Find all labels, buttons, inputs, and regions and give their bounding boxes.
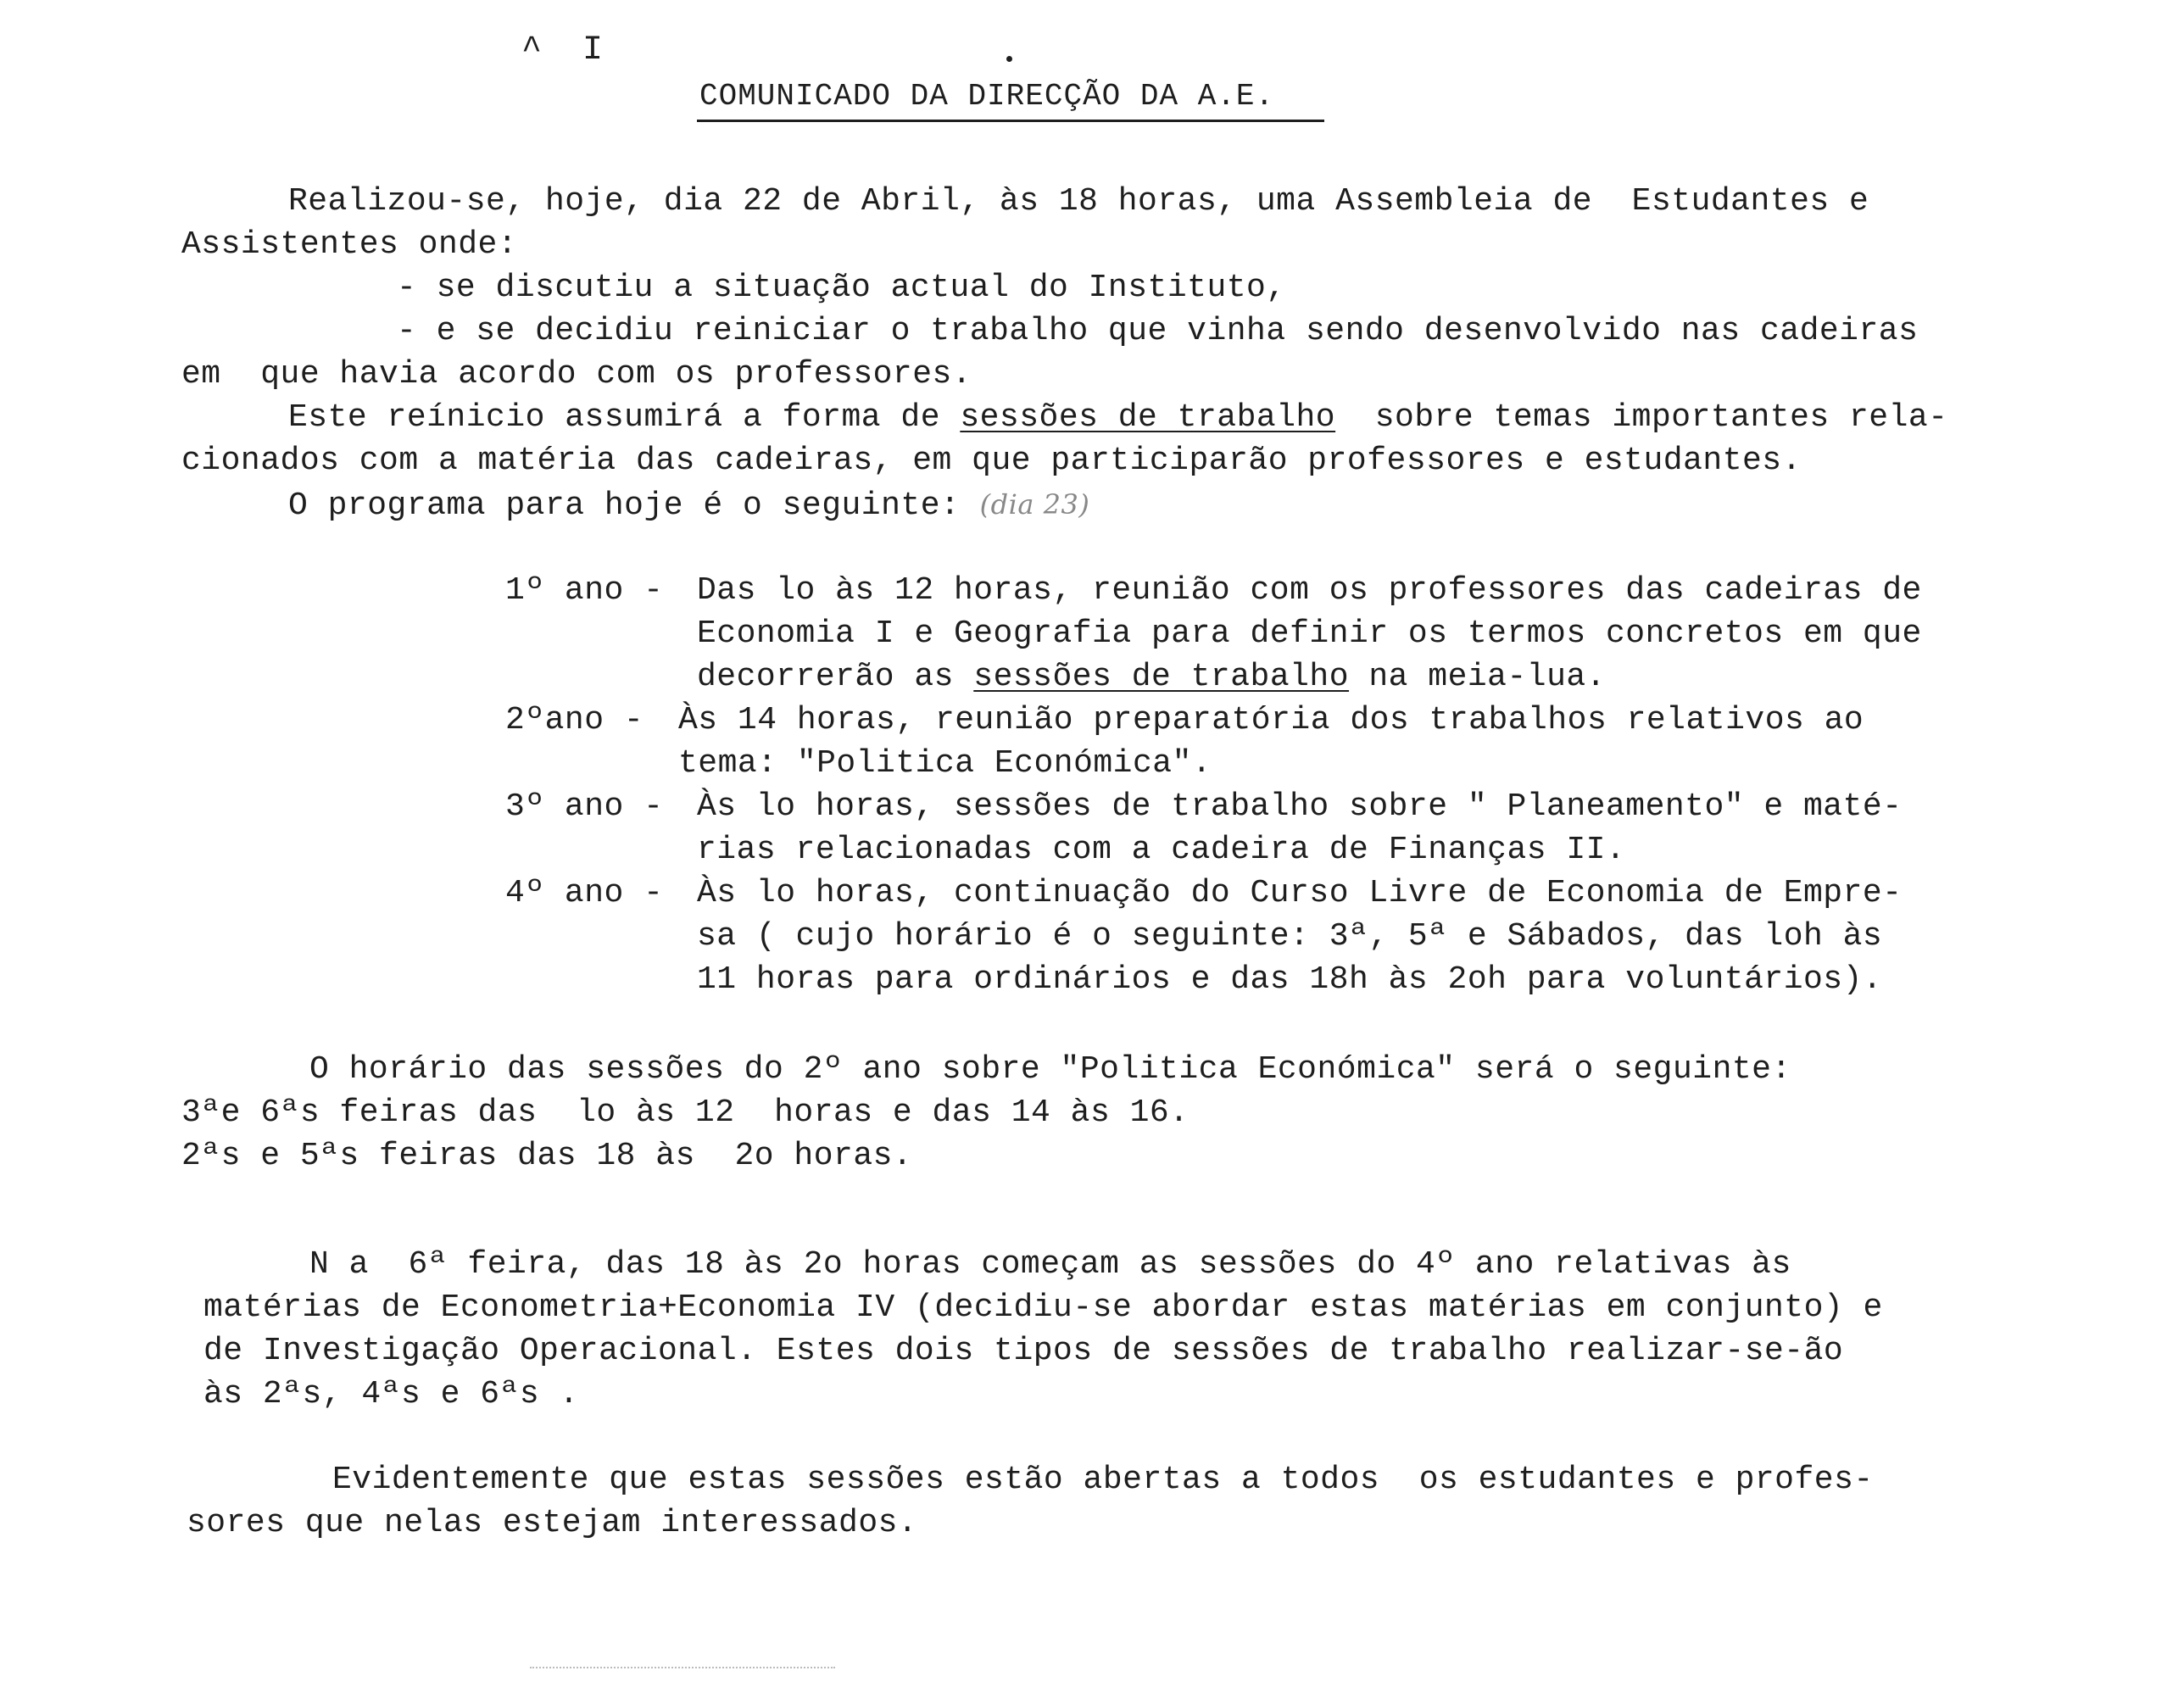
schedule-line-1: O horário das sessões do 2º ano sobre "Politica Económica" será o seguinte: — [309, 1051, 1791, 1088]
intro-line-2: Assistentes onde: — [181, 226, 518, 263]
program-1-line-3-a: decorrerão as — [697, 659, 974, 695]
program-year-3: 3º ano - — [505, 788, 664, 825]
program-2-line-1: Às 14 horas, reunião preparatória dos trabalhos relativos ao — [678, 702, 1864, 738]
program-1-line-1: Das lo às 12 horas, reunião com os professores das cadeiras de — [697, 572, 1922, 609]
intro-bullet-2: - e se decidiu reiniciar o trabalho que vinha sendo desenvolvido nas cadeiras — [397, 313, 1919, 349]
program-intro — [288, 486, 1089, 525]
program-1-line-3 — [697, 659, 1606, 696]
friday-line-2: matérias de Econometria+Economia IV (decidiu-se abordar estas matérias em conjunto) e — [203, 1289, 1883, 1326]
bottom-smudge — [530, 1667, 835, 1677]
program-year-2: 2ºano - — [505, 702, 644, 738]
closing-line-1: Evidentemente que estas sessões estão abertas a todos os estudantes e profes- — [332, 1462, 1874, 1498]
title-underline — [697, 120, 1324, 122]
program-3-line-1: Às lo horas, sessões de trabalho sobre " Planeamento" e maté- — [697, 788, 1903, 825]
document-title: COMUNICADO DA DIRECÇÃO DA A.E. — [699, 79, 1275, 114]
p2-text-a: Este reínicio assumirá a forma de — [288, 399, 961, 436]
intro-bullet-1: - se discutiu a situação actual do Instituto, — [397, 270, 1286, 306]
intro-bullet-2-cont: em que havia acordo com os professores. — [181, 356, 972, 393]
intro-paragraph-2 — [288, 399, 1948, 437]
program-1-underlined: sessões de trabalho — [973, 659, 1350, 695]
program-year-1: 1º ano - — [505, 572, 664, 609]
schedule-line-2: 3ªe 6ªs feiras das lo às 12 horas e das 14 às 16. — [181, 1094, 1190, 1131]
handwritten-note: (dia 23) — [979, 488, 1090, 521]
program-2-line-2: tema: "Politica Económica". — [678, 745, 1212, 782]
friday-line-4: às 2ªs, 4ªs e 6ªs . — [203, 1376, 579, 1412]
program-4-line-3: 11 horas para ordinários e das 18h às 2oh para voluntários). — [697, 961, 1883, 998]
p2-underlined: sessões de trabalho — [960, 399, 1336, 436]
program-year-4: 4º ano - — [505, 875, 664, 911]
schedule-line-3: 2ªs e 5ªs feiras das 18 às 2o horas. — [181, 1138, 913, 1174]
intro-line-1: Realizou-se, hoje, dia 22 de Abril, às 18 horas, uma Assembleia de Estudantes e — [288, 183, 1869, 220]
friday-line-1: N a 6ª feira, das 18 às 2o horas começam as sessões do 4º ano relativas às — [309, 1246, 1791, 1283]
closing-line-2: sores que nelas estejam interessados. — [187, 1505, 918, 1541]
ink-dot — [1006, 56, 1012, 62]
program-3-line-2: rias relacionadas com a cadeira de Finanças II. — [697, 832, 1626, 868]
friday-line-3: de Investigação Operacional. Estes dois tipos de sessões de trabalho realizar-se-ão — [203, 1333, 1844, 1369]
intro-paragraph-2-line-2: cionados com a matéria das cadeiras, em que participarão professores e estudantes. — [181, 443, 1802, 479]
stray-marks: ^ I — [521, 31, 604, 70]
program-1-line-2: Economia I e Geografia para definir os termos concretos em que — [697, 615, 1922, 652]
program-intro-text: O programa para hoje é o seguinte: — [288, 487, 961, 524]
program-4-line-1: Às lo horas, continuação do Curso Livre de Economia de Empre- — [697, 875, 1903, 911]
p2-text-b: sobre temas importantes rela- — [1335, 399, 1948, 436]
program-4-line-2: sa ( cujo horário é o seguinte: 3ª, 5ª e Sábados, das loh às — [697, 918, 1883, 955]
program-1-line-3-b: na meia-lua. — [1349, 659, 1606, 695]
